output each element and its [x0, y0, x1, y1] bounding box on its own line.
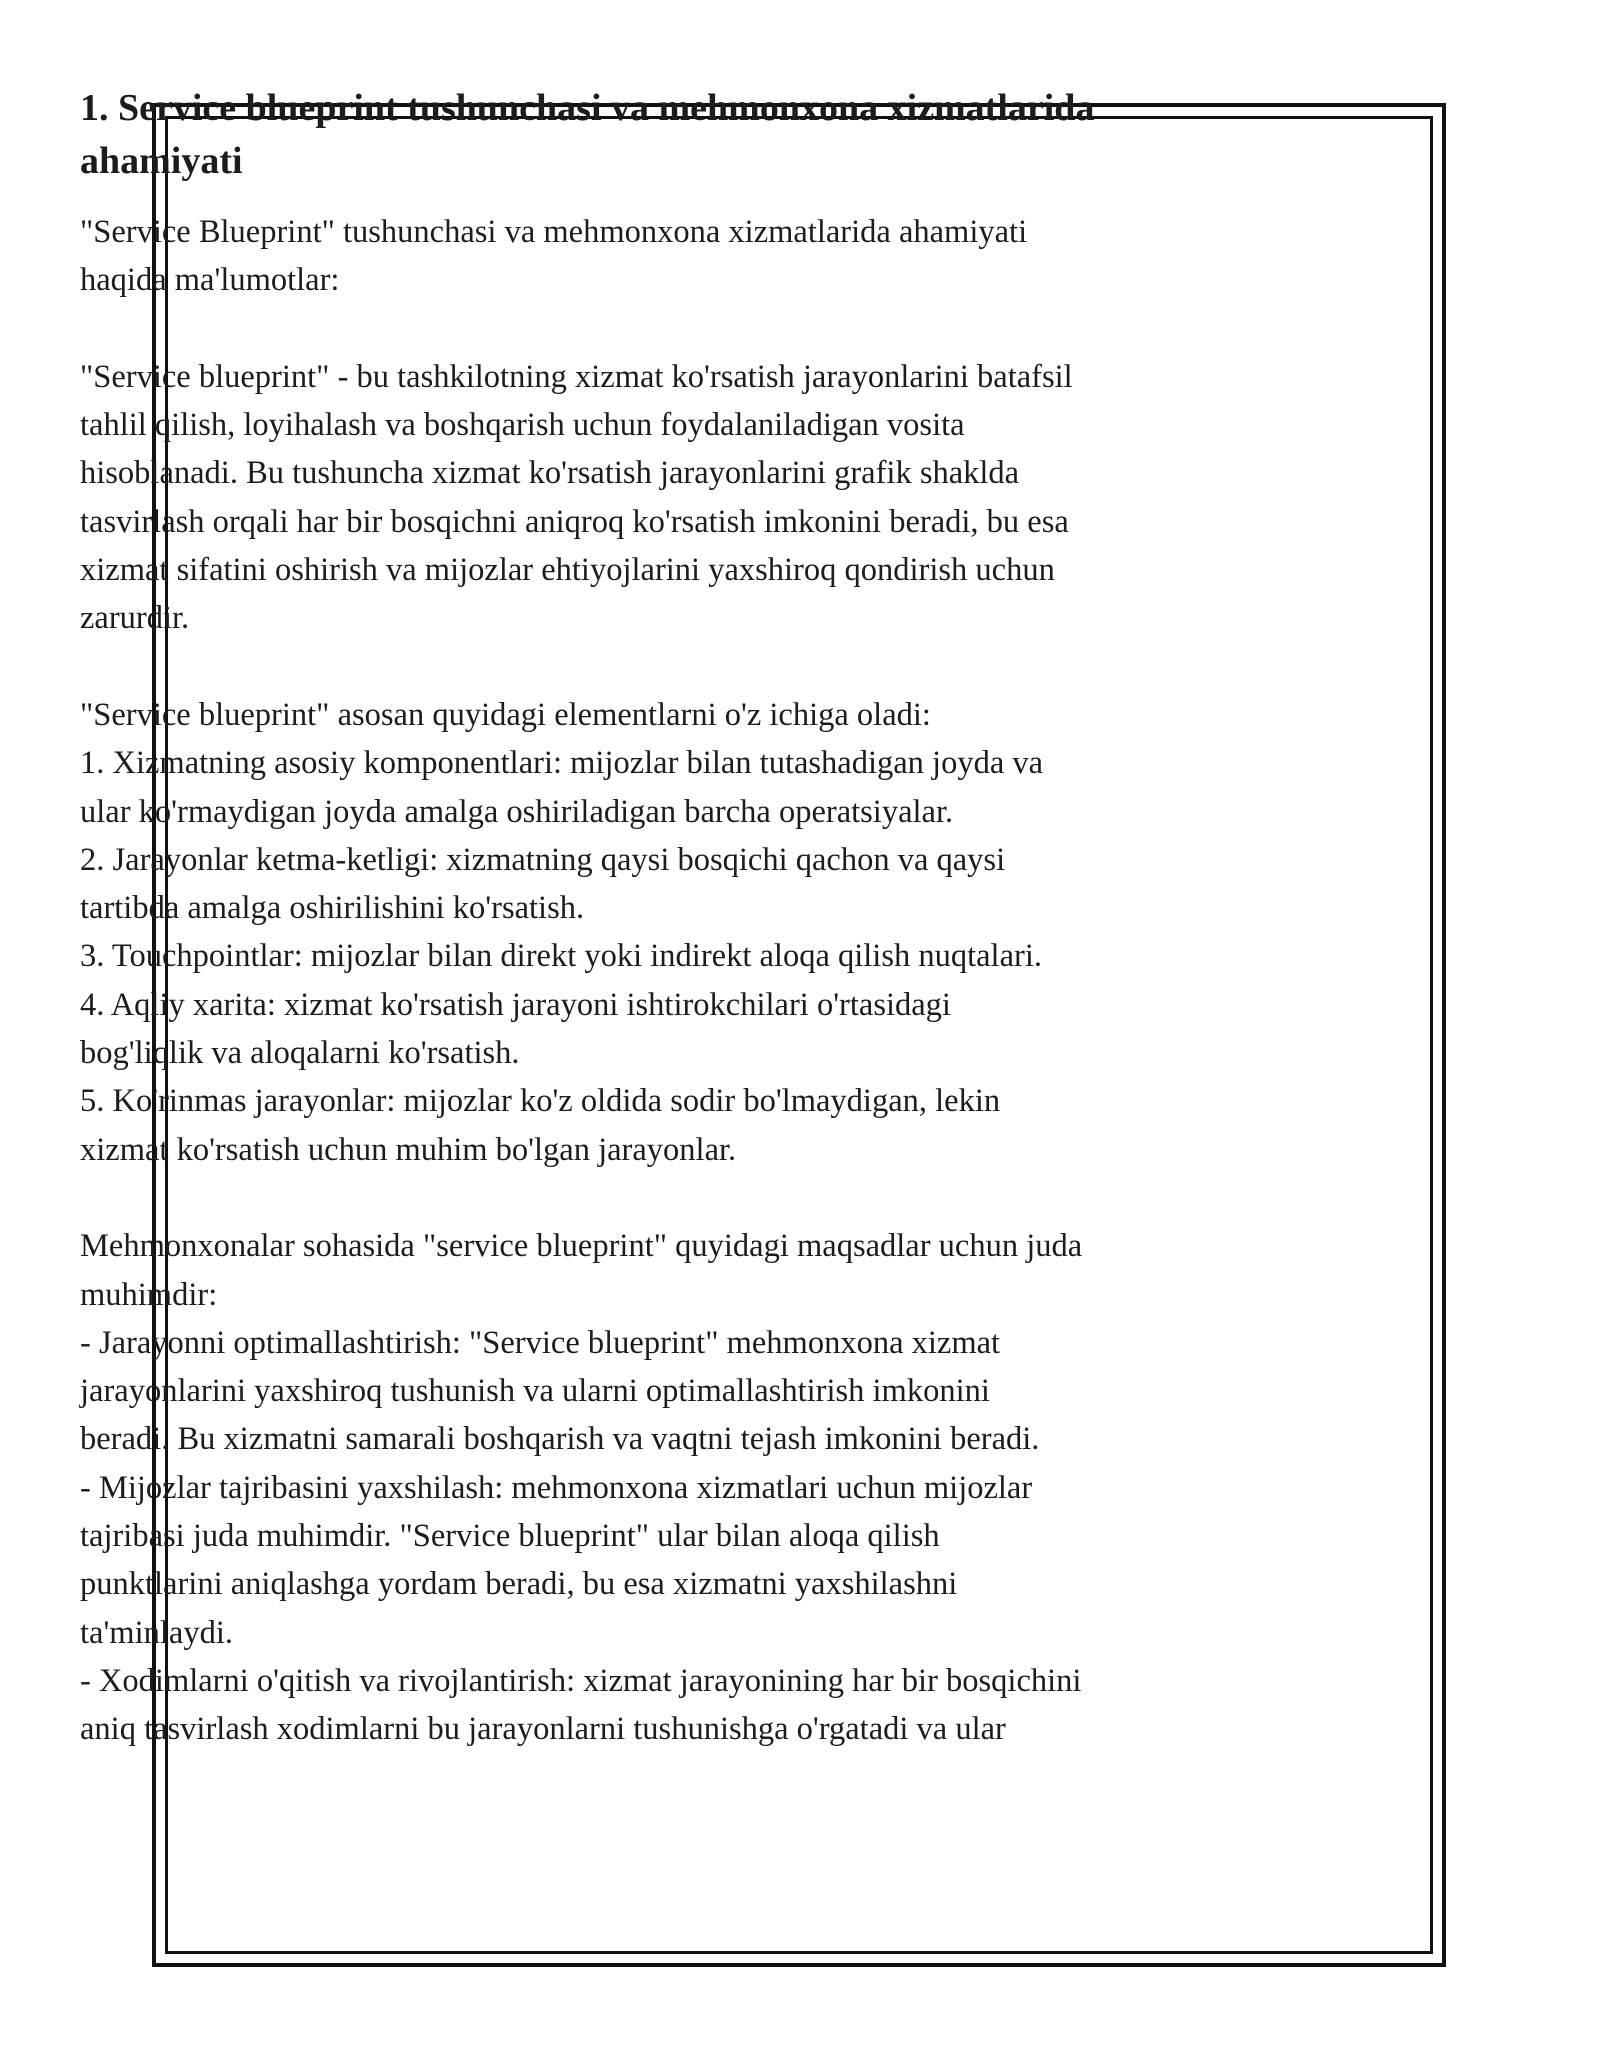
heading-line: 1. Service blueprint tushunchasi va mehmonxona xizmatlarida	[80, 87, 1095, 129]
text-line: xizmat sifatini oshirish va mijozlar ehtiyojlarini yaxshiroq qondirish uchun	[80, 552, 1055, 589]
hotel-paragraph	[80, 1222, 1210, 1753]
text-line: haqida ma'lumotlar:	[80, 262, 340, 299]
list-item-line: tajribasi juda muhimdir. "Service blueprint" ular bilan aloqa qilish	[80, 1518, 940, 1555]
text-line: "Service Blueprint" tushunchasi va mehmonxona xizmatlarida ahamiyati	[80, 214, 1028, 250]
list-item-line: - Jarayonni optimallashtirish: "Service blueprint" mehmonxona xizmat	[80, 1324, 1001, 1361]
text-line: muhimdir:	[80, 1276, 218, 1313]
list-item-line: 1. Xizmatning asosiy komponentlari: mijozlar bilan tutashadigan joyda va	[80, 745, 1044, 782]
text-line: "Service blueprint" asosan quyidagi elementlarni o'z ichiga oladi:	[80, 696, 931, 733]
document-content	[80, 82, 1210, 1754]
definition-paragraph	[80, 353, 1210, 643]
section-heading	[80, 82, 1210, 188]
text-line: tahlil qilish, loyihalash va boshqarish uchun foydalaniladigan vosita	[80, 407, 965, 444]
text-line: hisoblanadi. Bu tushuncha xizmat ko'rsatish jarayonlarini grafik shakldа	[80, 455, 1020, 492]
text-line: zarurdir.	[80, 600, 190, 637]
list-item-line: aniq tasvirlash xodimlarni bu jarayonlarni tushunishga o'rgatadi va ular	[80, 1711, 1006, 1748]
list-item-line: punktlarini aniqlashga yordam beradi, bu esa xizmatni yaxshilashni	[80, 1566, 958, 1603]
body-text	[80, 208, 1210, 1754]
list-item-line: - Xodimlarni o'qitish va rivojlantirish: xizmat jarayonining har bir bosqichini	[80, 1662, 1082, 1699]
intro-paragraph	[80, 208, 1210, 305]
list-item-line: xizmat ko'rsatish uchun muhim bo'lgan jarayonlar.	[80, 1131, 737, 1168]
heading-line: ahamiyati	[80, 140, 243, 182]
list-item-line: 2. Jarayonlar ketma-ketligi: xizmatning qaysi bosqichi qachon va qaysi	[80, 841, 1006, 878]
paragraph-gap	[80, 305, 1210, 353]
list-item-line: tartibda amalga oshirilishini ko'rsatish.	[80, 890, 585, 927]
elements-paragraph	[80, 691, 1210, 1174]
text-line: Mehmonxonalar sohasida "service blueprint" quyidagi maqsadlar uchun juda	[80, 1228, 1083, 1265]
list-item-line: ta'minlaydi.	[80, 1614, 233, 1651]
list-item-line: ular ko'rmaydigan joyda amalga oshiriladigan barcha operatsiyalar.	[80, 793, 954, 830]
paragraph-gap	[80, 643, 1210, 691]
text-line: tasvirlash orqali har bir bosqichni aniqroq ko'rsatish imkonini beradi, bu esa	[80, 503, 1069, 540]
text-line: "Service blueprint" - bu tashkilotning xizmat ko'rsatish jarayonlarini batafsil	[80, 358, 1073, 395]
list-item-line: 4. Aqliy xarita: xizmat ko'rsatish jarayoni ishtirokchilari o'rtasidagi	[80, 986, 951, 1023]
list-item-line: beradi. Bu xizmatni samarali boshqarish va vaqtni tejash imkonini beradi.	[80, 1421, 1040, 1458]
list-item-line: 3. Touchpointlar: mijozlar bilan direkt yoki indirekt aloqa qilish nuqtalari.	[80, 938, 1042, 975]
list-item-line: 5. Ko'rinmas jarayonlar: mijozlar ko'z oldida sodir bo'lmaydigan, lekin	[80, 1083, 1001, 1120]
list-item-line: - Mijozlar tajribasini yaxshilash: mehmonxona xizmatlari uchun mijozlar	[80, 1469, 1033, 1506]
paragraph-gap	[80, 1174, 1210, 1222]
list-item-line: jarayonlarini yaxshiroq tushunish va ularni optimallashtirish imkonini	[80, 1373, 990, 1410]
list-item-line: bog'liqlik va aloqalarni ko'rsatish.	[80, 1035, 520, 1072]
